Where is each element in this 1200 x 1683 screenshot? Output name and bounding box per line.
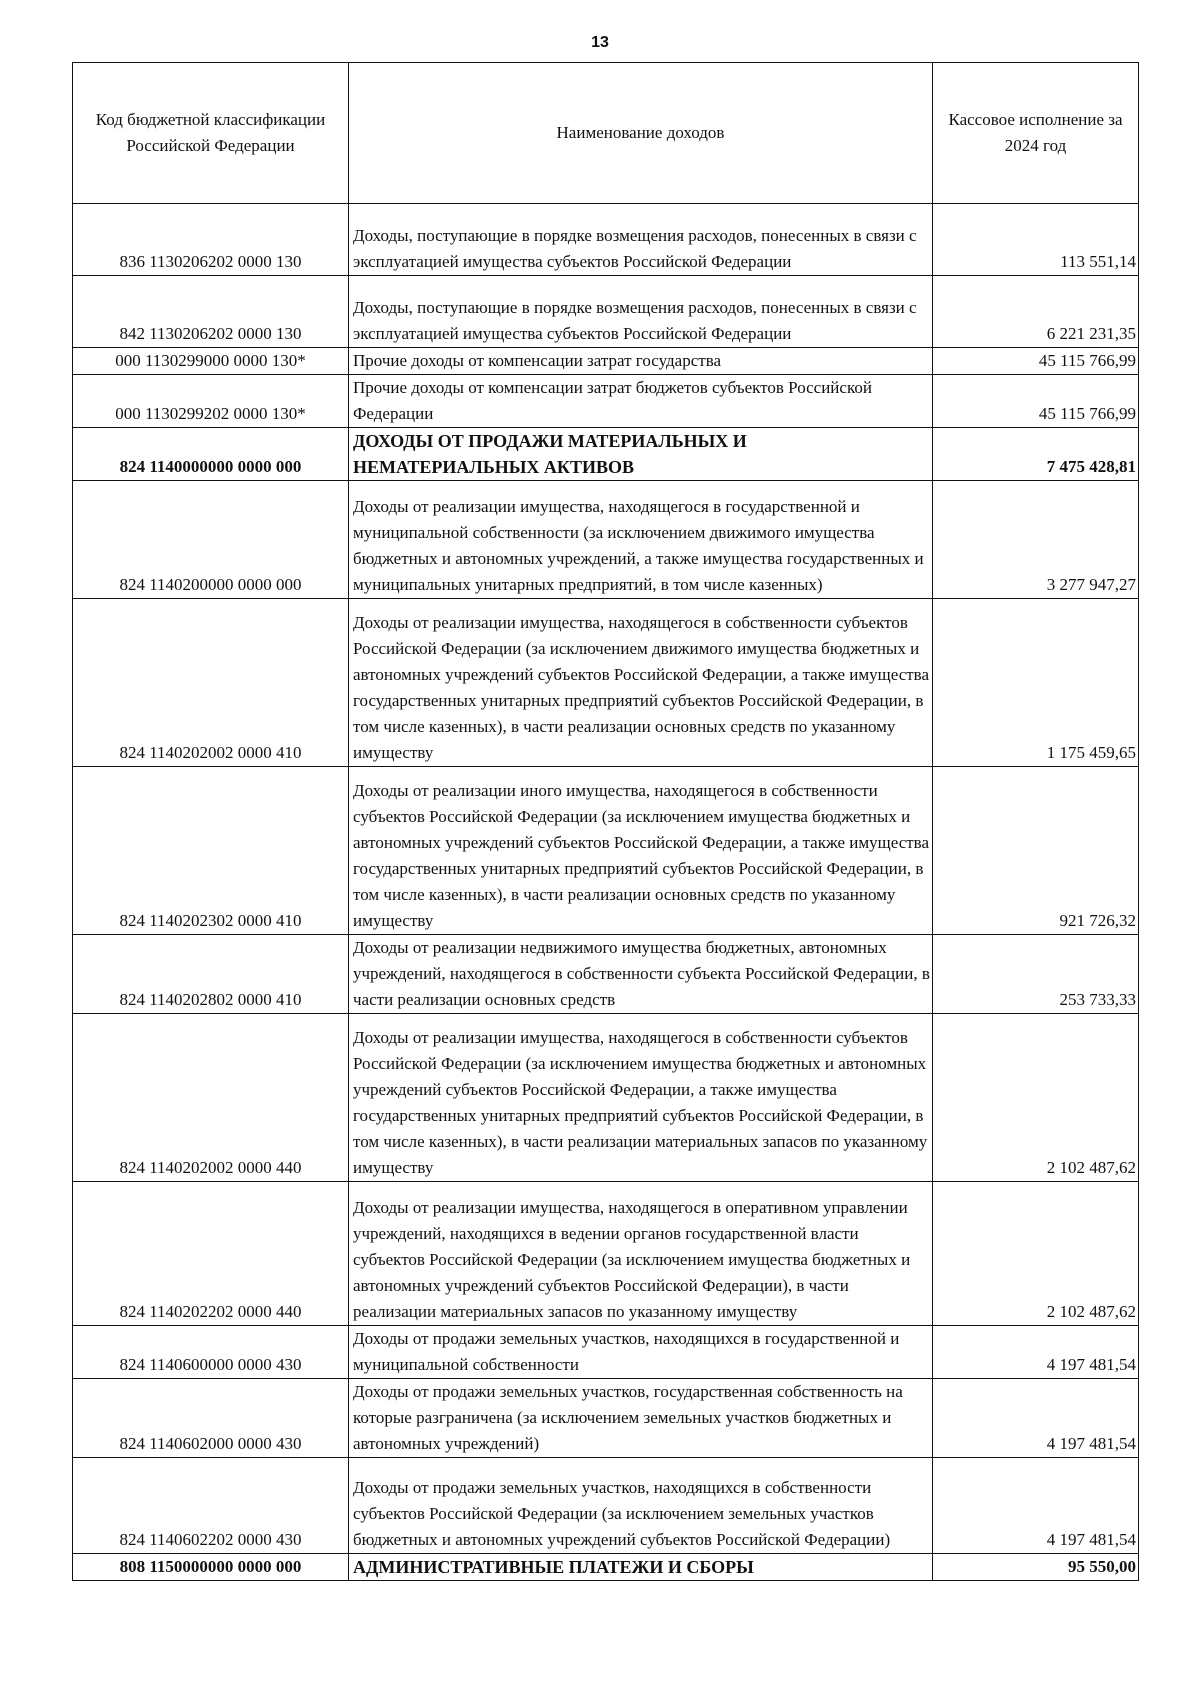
row-name: Доходы от реализации имущества, находящегося в оперативном управлении учреждений, находящихся в ведении органов государственной власти субъектов Российской Федерации (за исключением имущества бюджетных и автономных учреждений субъектов Российской Федерации), в части реализации материальных запасов по указанному имуществу bbox=[349, 1182, 933, 1326]
row-amount: 253 733,33 bbox=[933, 935, 1139, 1014]
row-amount: 1 175 459,65 bbox=[933, 599, 1139, 767]
table-row bbox=[73, 1182, 1139, 1326]
row-amount: 4 197 481,54 bbox=[933, 1458, 1139, 1554]
row-code: 824 1140600000 0000 430 bbox=[73, 1326, 349, 1379]
row-code: 824 1140202302 0000 410 bbox=[73, 767, 349, 935]
row-name: Доходы от реализации иного имущества, находящегося в собственности субъектов Российской Федерации (за исключением имущества бюджетных и автономных учреждений субъектов Российской Федерации, а также имущества государственных унитарных предприятий субъектов Российской Федерации, в том числе казенных), в части реализации основных средств по указанному имуществу bbox=[349, 767, 933, 935]
row-name: Доходы от продажи земельных участков, государственная собственность на которые разграничена (за исключением земельных участков бюджетных и автономных учреждений) bbox=[349, 1379, 933, 1458]
row-name: Доходы от продажи земельных участков, находящихся в собственности субъектов Российской Федерации (за исключением земельных участков бюджетных и автономных учреждений субъектов Российской Федерации) bbox=[349, 1458, 933, 1554]
row-amount: 6 221 231,35 bbox=[933, 276, 1139, 348]
row-code: 824 1140000000 0000 000 bbox=[73, 428, 349, 481]
table-row bbox=[73, 1326, 1139, 1379]
row-amount: 4 197 481,54 bbox=[933, 1379, 1139, 1458]
table-row bbox=[73, 375, 1139, 428]
row-code: 000 1130299202 0000 130* bbox=[73, 375, 349, 428]
row-code: 824 1140202202 0000 440 bbox=[73, 1182, 349, 1326]
row-name: Прочие доходы от компенсации затрат бюджетов субъектов Российской Федерации bbox=[349, 375, 933, 428]
row-amount: 2 102 487,62 bbox=[933, 1014, 1139, 1182]
header-code: Код бюджетной классификации Российской Федерации bbox=[73, 63, 349, 204]
row-amount: 921 726,32 bbox=[933, 767, 1139, 935]
row-amount: 4 197 481,54 bbox=[933, 1326, 1139, 1379]
row-name: Доходы от продажи земельных участков, находящихся в государственной и муниципальной собственности bbox=[349, 1326, 933, 1379]
row-name: ДОХОДЫ ОТ ПРОДАЖИ МАТЕРИАЛЬНЫХ И НЕМАТЕРИАЛЬНЫХ АКТИВОВ bbox=[349, 428, 933, 481]
row-code: 824 1140602202 0000 430 bbox=[73, 1458, 349, 1554]
page-number: 13 bbox=[591, 34, 609, 51]
row-amount: 3 277 947,27 bbox=[933, 481, 1139, 599]
row-code: 824 1140202002 0000 440 bbox=[73, 1014, 349, 1182]
row-name: Прочие доходы от компенсации затрат государства bbox=[349, 348, 933, 375]
row-name: Доходы от реализации имущества, находящегося в собственности субъектов Российской Федерации (за исключением движимого имущества бюджетных и автономных учреждений субъектов Российской Федерации, а также имущества государственных унитарных предприятий субъектов Российской Федерации, в том числе казенных), в части реализации основных средств по указанному имуществу bbox=[349, 599, 933, 767]
row-amount: 45 115 766,99 bbox=[933, 348, 1139, 375]
table-row bbox=[73, 1458, 1139, 1554]
table-row bbox=[73, 1379, 1139, 1458]
table-header-row bbox=[73, 63, 1139, 204]
row-code: 824 1140602000 0000 430 bbox=[73, 1379, 349, 1458]
row-code: 824 1140202802 0000 410 bbox=[73, 935, 349, 1014]
table-row bbox=[73, 204, 1139, 276]
row-amount: 2 102 487,62 bbox=[933, 1182, 1139, 1326]
revenue-table bbox=[72, 62, 1139, 1581]
row-name: Доходы, поступающие в порядке возмещения расходов, понесенных в связи с эксплуатацией имущества субъектов Российской Федерации bbox=[349, 276, 933, 348]
table-row bbox=[73, 1554, 1139, 1581]
table-row bbox=[73, 276, 1139, 348]
table-row bbox=[73, 935, 1139, 1014]
table-row bbox=[73, 1014, 1139, 1182]
row-amount: 7 475 428,81 bbox=[933, 428, 1139, 481]
row-code: 836 1130206202 0000 130 bbox=[73, 204, 349, 276]
row-name: Доходы, поступающие в порядке возмещения расходов, понесенных в связи с эксплуатацией имущества субъектов Российской Федерации bbox=[349, 204, 933, 276]
row-name: Доходы от реализации имущества, находящегося в государственной и муниципальной собственности (за исключением движимого имущества бюджетных и автономных учреждений, а также имущества государственных и муниципальных унитарных предприятий, в том числе казенных) bbox=[349, 481, 933, 599]
table-row bbox=[73, 599, 1139, 767]
table-row bbox=[73, 428, 1139, 481]
row-code: 000 1130299000 0000 130* bbox=[73, 348, 349, 375]
table-row bbox=[73, 348, 1139, 375]
row-name: Доходы от реализации имущества, находящегося в собственности субъектов Российской Федерации (за исключением имущества бюджетных и автономных учреждений субъектов Российской Федерации, а также имущества государственных унитарных предприятий субъектов Российской Федерации, в том числе казенных), в части реализации материальных запасов по указанному имуществу bbox=[349, 1014, 933, 1182]
header-name: Наименование доходов bbox=[349, 63, 933, 204]
row-code: 824 1140200000 0000 000 bbox=[73, 481, 349, 599]
row-name: Доходы от реализации недвижимого имущества бюджетных, автономных учреждений, находящегося в собственности субъекта Российской Федерации, в части реализации основных средств bbox=[349, 935, 933, 1014]
header-amount: Кассовое исполнение за 2024 год bbox=[933, 63, 1139, 204]
row-amount: 45 115 766,99 bbox=[933, 375, 1139, 428]
row-amount: 95 550,00 bbox=[933, 1554, 1139, 1581]
row-code: 842 1130206202 0000 130 bbox=[73, 276, 349, 348]
row-code: 808 1150000000 0000 000 bbox=[73, 1554, 349, 1581]
row-code: 824 1140202002 0000 410 bbox=[73, 599, 349, 767]
table-row bbox=[73, 767, 1139, 935]
row-name: АДМИНИСТРАТИВНЫЕ ПЛАТЕЖИ И СБОРЫ bbox=[349, 1554, 933, 1581]
table-row bbox=[73, 481, 1139, 599]
row-amount: 113 551,14 bbox=[933, 204, 1139, 276]
